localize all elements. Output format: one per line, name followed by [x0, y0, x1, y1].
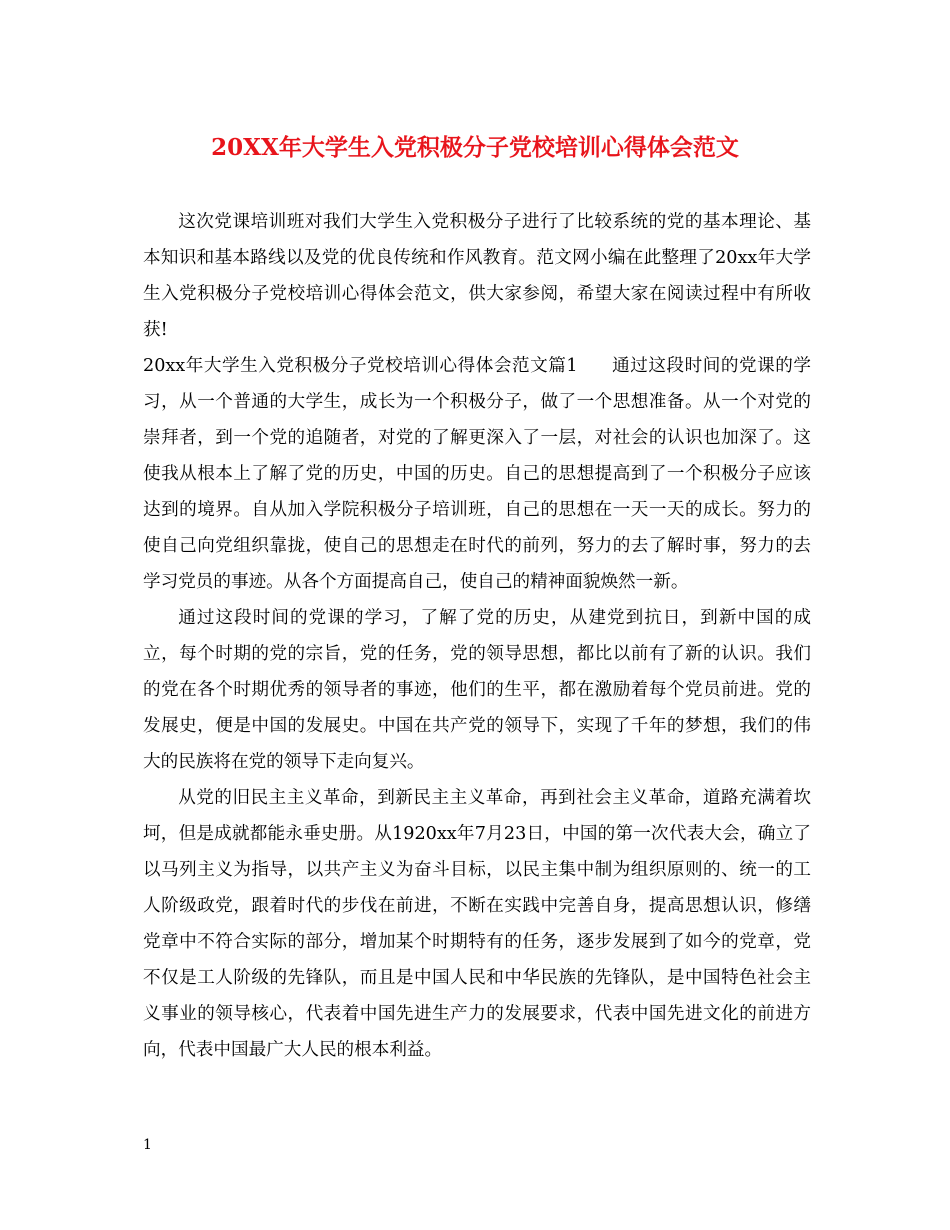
page-number: 1 [143, 1137, 152, 1153]
document-body [143, 204, 811, 1068]
body-paragraph-3: 从党的旧民主主义革命，到新民主主义革命，再到社会主义革命，道路充满着坎坷，但是成就都能永垂史册。从1920xx年7月23日，中国的第一次代表大会，确立了以马列主义为指导，以共产主义为奋斗目标，以民主集中制为组织原则的、统一的工人阶级政党，跟着时代的步伐在前进，不断在实践中完善自身，提高思想认识，修缮党章中不符合实际的部分，增加某个时期特有的任务，逐步发展到了如今的党章，党不仅是工人阶级的先锋队，而且是中国人民和中华民族的先锋队，是中国特色社会主义事业的领导核心，代表着中国先进生产力的发展要求，代表中国先进文化的前进方向，代表中国最广大人民的根本利益。 [143, 788, 811, 1060]
intro-paragraph: 这次党课培训班对我们大学生入党积极分子进行了比较系统的党的基本理论、基本知识和基本路线以及党的优良传统和作风教育。范文网小编在此整理了20xx年大学生入党积极分子党校培训心得体会范文，供大家参阅，希望大家在阅读过程中有所收获! [143, 212, 811, 340]
document-title: 20XX年大学生入党积极分子党校培训心得体会范文 [211, 134, 739, 161]
section-paragraph [143, 348, 811, 600]
body-paragraph-2: 通过这段时间的党课的学习，了解了党的历史，从建党到抗日，到新中国的成立，每个时期的党的宗旨，党的任务，党的领导思想，都比以前有了新的认识。我们的党在各个时期优秀的领导者的事迹，他们的生平，都在激励着每个党员前进。党的发展史，便是中国的发展史。中国在共产党的领导下，实现了千年的梦想，我们的伟大的民族将在党的领导下走向复兴。 [143, 608, 811, 772]
section-first-paragraph: 通过这段时间的党课的学习，从一个普通的大学生，成长为一个积极分子，做了一个思想准备。从一个对党的崇拜者，到一个党的追随者，对党的了解更深入了一层，对社会的认识也加深了。这使我从根本上了解了党的历史，中国的历史。自己的思想提高到了一个积极分子应该达到的境界。自从加入学院积极分子培训班，自己的思想在一天一天的成长。努力的使自己向党组织靠拢，使自己的思想走在时代的前列，努力的去了解时事，努力的去学习党员的事迹。从各个方面提高自己，使自己的精神面貌焕然一新。 [143, 356, 811, 592]
section-heading: 20xx年大学生入党积极分子党校培训心得体会范文篇1 [143, 356, 578, 376]
